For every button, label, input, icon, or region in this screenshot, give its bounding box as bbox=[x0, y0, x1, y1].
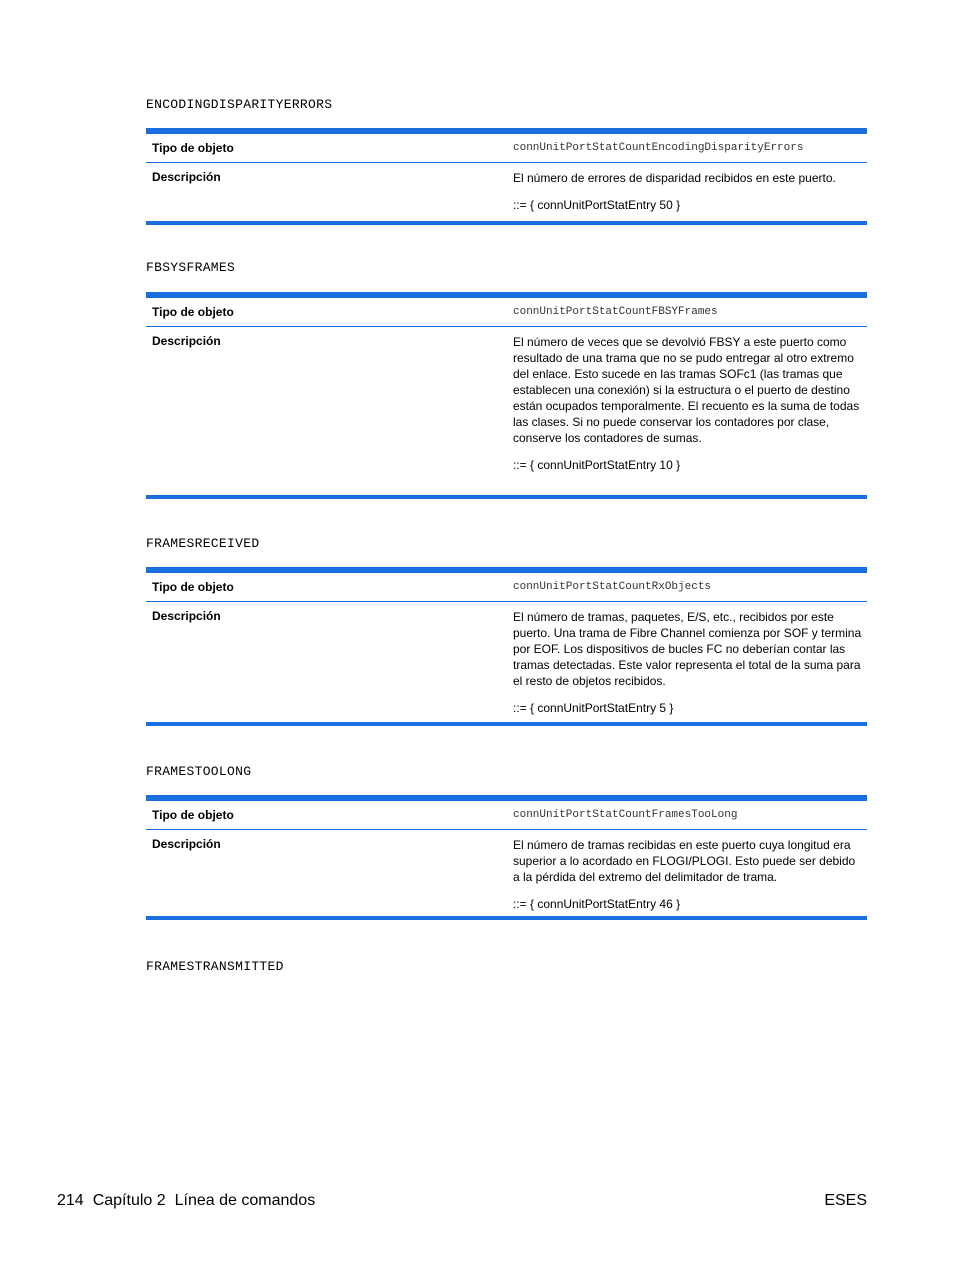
entry-text: ::= { connUnitPortStatEntry 10 } bbox=[513, 458, 681, 472]
type-label: Tipo de objeto bbox=[152, 808, 234, 822]
entry-text: ::= { connUnitPortStatEntry 5 } bbox=[513, 701, 674, 715]
description-label: Descripción bbox=[152, 837, 221, 851]
chapter-title: Línea de comandos bbox=[174, 1192, 316, 1209]
section-title: FRAMESTOOLONG bbox=[146, 764, 252, 779]
type-label: Tipo de objeto bbox=[152, 305, 234, 319]
type-row bbox=[146, 801, 867, 830]
description-text bbox=[513, 334, 863, 473]
entry-text: ::= { connUnitPortStatEntry 50 } bbox=[513, 198, 681, 212]
description-label: Descripción bbox=[152, 334, 221, 348]
description-paragraph: El número de errores de disparidad recibidos en este puerto. bbox=[513, 171, 836, 185]
type-label: Tipo de objeto bbox=[152, 141, 234, 155]
type-row bbox=[146, 298, 867, 327]
type-value: connUnitPortStatCountEncodingDisparityErrors bbox=[513, 142, 804, 154]
section-title: FRAMESTRANSMITTED bbox=[146, 959, 284, 974]
description-label: Descripción bbox=[152, 609, 221, 623]
description-row bbox=[146, 830, 867, 916]
description-label: Descripción bbox=[152, 170, 221, 184]
entry-text: ::= { connUnitPortStatEntry 46 } bbox=[513, 897, 681, 911]
section-title: ENCODINGDISPARITYERRORS bbox=[146, 97, 333, 112]
object-table bbox=[146, 795, 867, 920]
page-number: 214 bbox=[57, 1192, 84, 1209]
description-row bbox=[146, 163, 867, 221]
type-value: connUnitPortStatCountFBSYFrames bbox=[513, 306, 718, 318]
type-row bbox=[146, 573, 867, 602]
type-row bbox=[146, 134, 867, 163]
description-row bbox=[146, 602, 867, 722]
object-table bbox=[146, 292, 867, 499]
object-table bbox=[146, 128, 867, 225]
description-text bbox=[513, 609, 863, 716]
object-table bbox=[146, 567, 867, 726]
section-title: FRAMESRECEIVED bbox=[146, 536, 260, 551]
page-footer bbox=[57, 1192, 324, 1210]
description-paragraph: El número de veces que se devolvió FBSY a este puerto como resultado de una trama que no se pudo entregar al otro extremo del enlace. Esto sucede en las tramas SOFc1 (las tramas que establecen una conexión) si la estructura o el puerto de destino están ocupados temporalmente. El recuento es la suma de todas las clases. Si no puede conservar los contadores por clase, conserve los contadores de sumas. bbox=[513, 335, 860, 445]
type-label: Tipo de objeto bbox=[152, 580, 234, 594]
description-row bbox=[146, 327, 867, 495]
section-title: FBSYSFRAMES bbox=[146, 260, 236, 275]
footer-language-code: ESES bbox=[824, 1192, 867, 1209]
description-text bbox=[513, 837, 863, 912]
description-paragraph: El número de tramas, paquetes, E/S, etc., recibidos por este puerto. Una trama de Fibre Channel comienza por SOF y termina por EOF. Los dispositivos de bucles FC no deberían contar las tramas detectadas. Este valor representa el total de la suma para el resto de objetos recibidos. bbox=[513, 610, 862, 688]
type-value: connUnitPortStatCountRxObjects bbox=[513, 581, 712, 593]
chapter-label: Capítulo 2 bbox=[92, 1192, 166, 1209]
type-value: connUnitPortStatCountFramesTooLong bbox=[513, 809, 738, 821]
description-paragraph: El número de tramas recibidas en este puerto cuya longitud era superior a lo acordado en FLOGI/PLOGI. Esto puede ser debido a la pérdida del extremo del delimitador de trama. bbox=[513, 838, 856, 884]
description-text bbox=[513, 170, 863, 213]
